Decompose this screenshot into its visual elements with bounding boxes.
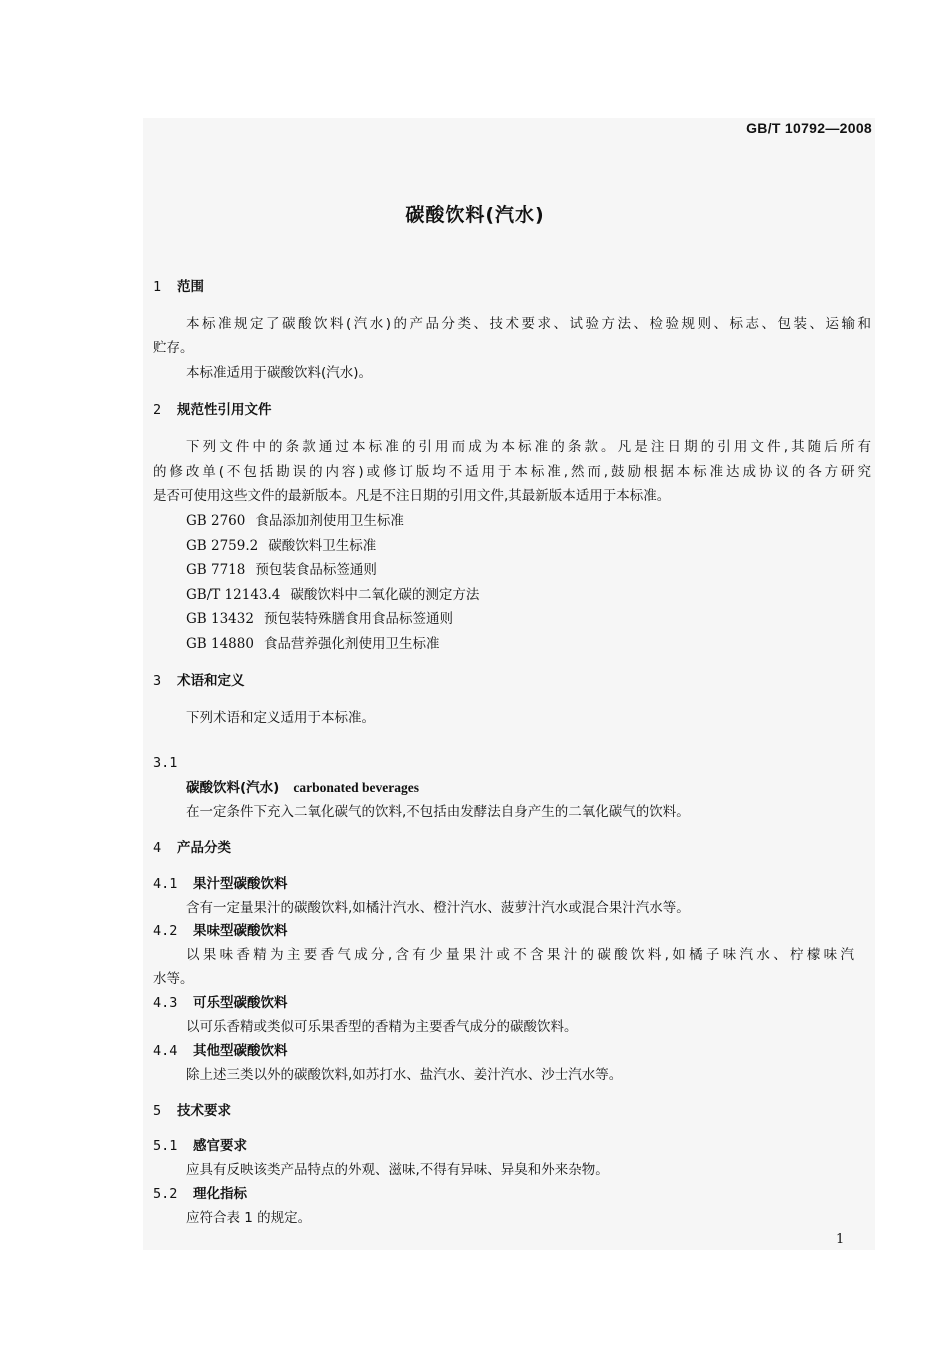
reference-item [186, 561, 377, 579]
subsection-3-1-number [153, 754, 177, 772]
subsection-number: 4.1 [153, 876, 178, 892]
reference-code: GB 14880 [186, 636, 254, 652]
paragraph-line: 本标准规定了碳酸饮料(汽水)的产品分类、技术要求、试验方法、检验规则、标志、包装、运输和 [186, 316, 871, 332]
paragraph-line: 本标准适用于碳酸饮料(汽水)。 [186, 365, 373, 381]
subsection-number: 3.1 [153, 755, 178, 771]
paragraph-line: 的修改单(不包括勘误的内容)或修订版均不适用于本标准,然而,鼓励根据本标准达成协议的各方研究 [153, 464, 871, 480]
subsection-heading [153, 875, 288, 893]
paragraph-line: 是否可使用这些文件的最新版本。凡是不注日期的引用文件,其最新版本适用于本标准。 [153, 488, 671, 504]
subsection-title: 可乐型碳酸饮料 [193, 995, 288, 1011]
paragraph-line: 以果味香精为主要香气成分,含有少量果汁或不含果汁的碳酸饮料,如橘子味汽水、柠檬味汽 [186, 947, 854, 963]
reference-item [186, 586, 479, 604]
section-number: 4 [153, 840, 162, 856]
section-1-heading [153, 278, 204, 296]
section-2-heading [153, 401, 272, 419]
term-heading [186, 779, 419, 797]
paragraph-line: 含有一定量果汁的碳酸饮料,如橘汁汽水、橙汁汽水、菠萝汁汽水或混合果汁汽水等。 [186, 900, 690, 916]
section-number: 1 [153, 279, 162, 295]
subsection-title: 理化指标 [193, 1186, 247, 1202]
section-title: 范围 [177, 279, 204, 295]
subsection-heading [153, 994, 288, 1012]
reference-title: 食品营养强化剂使用卫生标准 [263, 636, 440, 652]
reference-code: GB 13432 [186, 611, 254, 627]
reference-item [186, 635, 439, 653]
subsection-title: 果味型碳酸饮料 [193, 923, 288, 939]
term-english: carbonated beverages [293, 780, 419, 795]
reference-title: 碳酸饮料卫生标准 [268, 538, 377, 554]
section-title: 产品分类 [177, 840, 231, 856]
subsection-heading [153, 1137, 247, 1155]
reference-code: GB 7718 [186, 562, 246, 578]
paragraph-line: 水等。 [153, 971, 194, 987]
reference-title: 碳酸饮料中二氧化碳的测定方法 [290, 587, 480, 603]
term-chinese: 碳酸饮料(汽水) [186, 780, 280, 796]
reference-item [186, 610, 453, 628]
subsection-heading [153, 922, 288, 940]
subsection-heading [153, 1042, 288, 1060]
paragraph-line: 以可乐香精或类似可乐果香型的香精为主要香气成分的碳酸饮料。 [186, 1019, 578, 1035]
section-title: 术语和定义 [177, 673, 245, 689]
paragraph-line: 贮存。 [153, 340, 194, 356]
subsection-title: 感官要求 [193, 1138, 247, 1154]
paragraph-line: 除上述三类以外的碳酸饮料,如苏打水、盐汽水、姜汁汽水、沙士汽水等。 [186, 1067, 623, 1083]
reference-title: 预包装食品标签通则 [255, 562, 377, 578]
section-4-heading [153, 839, 231, 857]
section-3-heading [153, 672, 245, 690]
section-number: 2 [153, 402, 162, 418]
subsection-number: 5.2 [153, 1186, 178, 1202]
document-title: 碳酸饮料(汽水) [405, 204, 545, 226]
reference-code: GB 2759.2 [186, 538, 259, 554]
subsection-number: 4.2 [153, 923, 178, 939]
page-number: 1 [836, 1232, 845, 1247]
subsection-number: 5.1 [153, 1138, 178, 1154]
reference-item [186, 537, 376, 555]
section-title: 技术要求 [177, 1103, 231, 1119]
reference-title: 预包装特殊膳食用食品标签通则 [263, 611, 453, 627]
paragraph-line: 应符合表 1 的规定。 [186, 1210, 312, 1226]
section-number: 3 [153, 673, 162, 689]
document-code: GB/T 10792—2008 [746, 120, 872, 136]
paragraph-line: 应具有反映该类产品特点的外观、滋味,不得有异味、异臭和外来杂物。 [186, 1162, 609, 1178]
subsection-number: 4.3 [153, 995, 178, 1011]
section-number: 5 [153, 1103, 162, 1119]
subsection-title: 果汁型碳酸饮料 [193, 876, 288, 892]
paragraph-line: 下列术语和定义适用于本标准。 [186, 710, 375, 726]
subsection-number: 4.4 [153, 1043, 178, 1059]
reference-code: GB/T 12143.4 [186, 587, 281, 603]
reference-title: 食品添加剂使用卫生标准 [255, 513, 404, 529]
paragraph-line: 下列文件中的条款通过本标准的引用而成为本标准的条款。凡是注日期的引用文件,其随后所有 [186, 439, 871, 455]
section-5-heading [153, 1102, 231, 1120]
reference-item [186, 512, 404, 530]
subsection-heading [153, 1185, 247, 1203]
term-definition: 在一定条件下充入二氧化碳气的饮料,不包括由发酵法自身产生的二氧化碳气的饮料。 [186, 804, 690, 820]
subsection-title: 其他型碳酸饮料 [193, 1043, 288, 1059]
reference-code: GB 2760 [186, 513, 246, 529]
section-title: 规范性引用文件 [177, 402, 272, 418]
